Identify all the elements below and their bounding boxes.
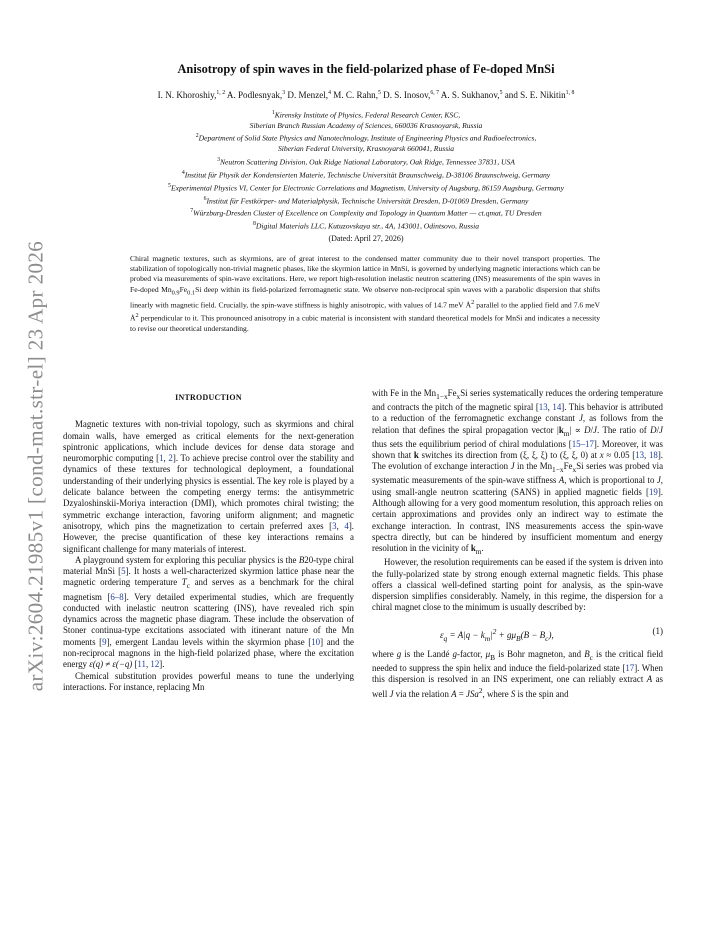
intro-paragraph-3-continued	[372, 388, 663, 557]
intro-paragraph-1	[63, 419, 354, 555]
math-italic: A	[558, 475, 565, 486]
text-run: , which is proportional to	[564, 475, 657, 486]
citation-link[interactable]: 13	[538, 402, 548, 413]
text-run: ] and the non-reciprocal magnons in the high-field polarized phase, where the excitation energy	[63, 636, 354, 670]
equation-number: (1)	[652, 625, 663, 636]
text-run: Si series systematically reduces the ordering temperature and contracts the pitch of the magnetic spiral [	[372, 388, 663, 413]
citation-link[interactable]: 9	[102, 636, 107, 647]
text-run: /	[656, 424, 660, 435]
text-run: as well	[372, 674, 663, 700]
text-run: and serves as a benchmark for the chiral magnetism [	[63, 577, 354, 602]
text-run: thus sets the equilibrium period of chiral modulations [	[372, 438, 572, 449]
eq-sub: B	[516, 633, 521, 643]
abstract-subscript: 0.1	[187, 289, 196, 297]
math-subscript: x	[456, 391, 461, 401]
text-run: /	[590, 424, 594, 435]
text-run: Chemical substitution provides powerful means to tune the underlying interactions. For instance, replacing Mn	[63, 670, 354, 692]
math-italic: S	[510, 689, 516, 700]
math-italic: B	[584, 648, 590, 659]
text-run: ≈ 0.05 [	[603, 450, 636, 461]
text-run: is the Landé	[401, 648, 453, 659]
text-run: Magnetic textures with non-trivial topology, such as skyrmions and chiral domain walls, have emerged as critical elements for the next-generation spintronic applications, which include devices for dense data storage and neuromorphic computing [	[63, 419, 354, 464]
math-subscript: c	[589, 652, 593, 662]
author-name: and S. E. Nikitin	[504, 90, 566, 101]
affiliation-line	[66, 121, 666, 131]
author	[441, 90, 503, 100]
text-run: ,	[336, 520, 345, 531]
citation-link[interactable]: 2	[168, 453, 173, 464]
text-run: 20-type chiral material MnSi [	[63, 554, 354, 577]
citation-link[interactable]: 1	[159, 453, 164, 464]
text-run: A playground system for exploring this peculiar physics is the	[75, 554, 299, 565]
text-run: ], emergent Landau levels within the skyrmion phase [	[106, 636, 312, 647]
author-affiliation-marker: 6, 7	[430, 90, 440, 96]
citation-link[interactable]: 13	[635, 450, 645, 461]
intro-paragraph-5	[372, 649, 663, 701]
equation-1	[372, 621, 663, 643]
math-italic: JSa	[466, 689, 479, 700]
affiliation-text: Institut für Festkörper- und Materialphysik, Technische Universität Dresden, D-01069 Dresden, Germany	[206, 196, 529, 206]
author	[227, 90, 285, 100]
eq-sub: m	[484, 633, 491, 643]
author	[333, 90, 381, 100]
author-name: I. N. Khoroshiy,	[157, 90, 217, 101]
math-inline: ε(q) ≠ ε(−q)	[89, 659, 133, 670]
eq-part: ),	[548, 629, 554, 640]
affiliation-line	[66, 131, 666, 144]
eq-part: ε	[440, 629, 444, 640]
eq-part: (B − B	[520, 629, 546, 640]
author-affiliation-marker: 1, 2	[216, 90, 226, 96]
math-subscript: x	[572, 465, 577, 475]
abstract	[130, 254, 600, 334]
affiliation-line	[66, 181, 666, 194]
left-column	[63, 388, 354, 693]
affiliation-text: Würzburg-Dresden Cluster of Excellence on Complexity and Topology in Quantum Matter — ct.qmat, TU Dresden	[193, 208, 542, 218]
affiliation-marker: 3	[217, 156, 220, 163]
eq-part: + gμ	[496, 629, 516, 640]
affiliation-text: Siberian Federal University, Krasnoyarsk 660041, Russia	[277, 144, 455, 154]
math-bold: k	[558, 424, 564, 435]
text-run: ]. Very detailed experimental studies, which are frequently conducted with inelastic neutron scattering (INS), have revealed rich spin dynamics across the magnetic phase diagram. These include the observation of Stoner continua-type excitations associated with itinerant nature of the Mn moments [	[63, 591, 354, 647]
text-run: . The ratio of	[596, 424, 651, 435]
math-italic: J	[389, 689, 394, 700]
right-column	[372, 388, 663, 701]
eq-sup: 2	[492, 626, 497, 636]
math-italic: J	[510, 461, 515, 472]
math-italic: D	[650, 424, 657, 435]
math-italic: g	[452, 648, 457, 659]
author-name: A. S. Sukhanov,	[440, 90, 500, 101]
affiliation-marker: 7	[190, 208, 194, 215]
affiliation-marker: 2	[195, 133, 199, 140]
citation-link[interactable]: 10	[311, 636, 321, 647]
abstract-superscript: 2	[135, 312, 139, 320]
affiliation-marker: 5	[168, 182, 171, 189]
affiliation-line	[66, 168, 666, 181]
equation-body	[440, 626, 554, 644]
text-run: ,	[644, 450, 649, 461]
math-italic: g	[396, 648, 402, 659]
math-subscript: 1−x	[436, 391, 448, 401]
text-run: ,	[145, 659, 151, 670]
math-subscript: B	[490, 652, 496, 662]
citation-link[interactable]: 18	[648, 450, 658, 461]
abstract-text: perpendicular to it. This pronounced anisotropy in a cubic material is inconsistent with standard theoretical models for MnSi and indicates a necessity to revise our theoretical understanding.	[130, 313, 600, 333]
citation-link[interactable]: 3	[332, 520, 337, 531]
citation-link[interactable]: 17	[625, 662, 635, 673]
citation-link[interactable]: 15–17	[571, 438, 594, 449]
text-run: ]. However, the precise quantification of these key interactions remains a significant challenge for many materials of interest.	[63, 520, 354, 554]
text-run: via the relation	[393, 689, 452, 700]
intro-paragraph-3	[63, 671, 354, 694]
math-subscript: c	[186, 581, 191, 591]
author-name: D. S. Inosov,	[383, 90, 431, 101]
author-affiliation-marker: 5	[499, 90, 503, 96]
affiliation-line	[66, 144, 666, 154]
text-run: However, the resolution requirements can be eased if the system is driven into the fully-polarized state by strong enough external magnetic fields. This phase offers a classical well-defined starting point for analysis, as the spin-wave dispersion simplifies considerably. Namely, in this regime, the dispersion for a chiral magnet close to the minimum is usually described by:	[372, 557, 663, 613]
affiliation-list	[66, 108, 666, 232]
text-run: in the Mn	[514, 461, 553, 472]
abstract-text: Fe	[179, 284, 188, 294]
author-name: A. Podlesnyak,	[226, 90, 283, 101]
math-subscript: m	[475, 546, 482, 556]
text-run: [	[132, 659, 138, 670]
text-run: , using small-angle neutron scattering (SANS) in applied magnetic fields [	[372, 475, 663, 497]
arxiv-sidebar	[0, 0, 62, 932]
citation-link[interactable]: 19	[648, 486, 658, 497]
author-list	[66, 90, 666, 100]
intro-paragraph-4	[372, 557, 663, 613]
text-run: -factor,	[456, 648, 486, 659]
text-run: .	[481, 543, 484, 554]
text-run: is Bohr magneton, and	[495, 648, 585, 659]
math-italic: J	[578, 413, 583, 424]
intro-paragraph-2	[63, 555, 354, 671]
math-italic: A	[451, 689, 457, 700]
text-run: ]. The evolution of exchange interaction	[372, 450, 664, 472]
affiliation-text: Experimental Physics VI, Center for Electronic Correlations and Magnetism, University of Augsburg, 86159 Augsburg, Germany	[170, 183, 564, 193]
affiliation-text: Institut für Physik der Kondensierten Materie, Technische Universität Braunschweig, D-38106 Braunschweig, Germany	[184, 170, 551, 180]
citation-link[interactable]: 14	[552, 402, 562, 413]
text-run: ]. It hosts a well-characterized skyrmion lattice phase near the magnetic ordering temperature	[63, 566, 354, 588]
affiliation-line	[66, 155, 666, 168]
text-run: where	[372, 648, 397, 659]
affiliation-marker: 1	[271, 110, 275, 116]
text-run: Fe	[447, 388, 457, 398]
affiliation-text: Department of Solid State Physics and Nanotechnology, Institute of Engineering Physics and Radioelectronics,	[198, 133, 537, 143]
text-run: is the spin and	[515, 689, 569, 700]
math-bold: k	[413, 450, 419, 461]
text-run: ]. Although allowing for a very good momentum resolution, this approach relies on certain approximations and provides only an indirect way to estimate the exchange interaction. In contrast, INS measurements access the spin-wave spectra directly, but can be hindered by insufficient momentum and energy resolution in the vicinity of	[372, 486, 663, 554]
affiliation-text: Digital Materials LLC, Kutuzovskaya str., 4A, 143001, Odintsovo, Russia	[255, 221, 480, 231]
affiliation-line	[66, 108, 666, 121]
affiliation-text: Kirensky Institute of Physics, Federal Research Center, KSC,	[274, 110, 461, 120]
abstract-text: Si deep within its field-polarized ferromagnetic state. We observe non-reciprocal spin waves with a parabolic dispersion that shifts linearly with magnetic field. Crucially, the spin-wave stiffness is highly anisotropic, with values of 14.7 meV Å	[130, 284, 600, 310]
text-run: ]. This behavior is attributed to a reduction of the ferromagnetic exchange constant	[372, 402, 663, 424]
citation-link[interactable]: 12	[150, 659, 160, 670]
eq-part: = A|q − k	[447, 629, 485, 640]
affiliation-text: Neutron Scattering Division, Oak Ridge National Laboratory, Oak Ridge, Tennessee 37831, USA	[219, 157, 515, 167]
author	[287, 90, 331, 100]
text-run: =	[456, 689, 466, 700]
math-italic: A	[646, 674, 653, 685]
text-run: ]. Moreover, it was shown that	[372, 438, 664, 461]
paper-title: Anisotropy of spin waves in the field-polarized phase of Fe-doped MnSi	[177, 62, 555, 76]
text-run: , where	[482, 689, 511, 700]
author	[505, 90, 575, 100]
affiliation-marker: 8	[252, 221, 256, 228]
author-name: M. C. Rahn,	[333, 90, 378, 101]
text-run: ]. To achieve precise control over the stability and dynamics of these textures for technological deployment, a foundational understanding of their underlying physics is essential. The key role is played by a delicate balance between the competing energy terms: the antisymmetric Dzyaloshinskii-Moriya interaction (DMI), which promotes chiral twisting; the symmetric exchange interaction, favoring uniform alignment; and magnetic anisotropy, which pins the magnetization to certain preferred axes [	[63, 453, 354, 531]
affiliation-line	[66, 194, 666, 207]
math-bold: k	[470, 543, 476, 554]
math-italic: T	[181, 577, 187, 588]
math-superscript: 2	[478, 686, 483, 696]
affiliation-text: Siberian Branch Russian Academy of Sciences, 660036 Krasnoyarsk, Russia	[249, 120, 483, 130]
math-italic: D	[584, 424, 591, 435]
affiliation-line	[66, 219, 666, 232]
math-subscript: 1−x	[552, 465, 564, 475]
math-italic: μ	[485, 648, 491, 659]
text-run: switches its direction from (ξ, ξ, ξ) to (ξ, ξ, 0) at	[418, 450, 600, 461]
math-italic: J	[656, 475, 661, 486]
citation-link[interactable]: 6–8	[110, 591, 124, 602]
text-run: Si series was probed via systematic measurements of the spin-wave stiffness	[372, 461, 664, 486]
author-affiliation-marker: 3	[282, 90, 286, 96]
affiliation-marker: 6	[203, 195, 207, 202]
math-italic: J	[593, 424, 597, 435]
affiliation-marker: 4	[181, 169, 185, 176]
affiliation-line	[66, 206, 666, 219]
section-heading-introduction: INTRODUCTION	[175, 393, 242, 402]
math-subscript: m	[563, 428, 570, 438]
date-line: (Dated: April 27, 2026)	[328, 234, 404, 243]
text-run: ]. When this dispersion is resolved in an INS experiment, one can reliably extract	[372, 662, 663, 685]
text-run: | ∝	[569, 424, 585, 435]
math-italic: J	[659, 424, 663, 435]
author	[158, 90, 225, 100]
abstract-superscript: 2	[471, 299, 475, 307]
author-affiliation-marker: 1, 8	[565, 90, 575, 96]
author	[383, 90, 439, 100]
abstract-text: parallel to the applied field and 7.6 meV Å	[130, 300, 600, 323]
author-name: D. Menzel,	[287, 90, 329, 101]
abstract-subscript: 0.9	[171, 289, 180, 297]
citation-link[interactable]: 4	[344, 520, 349, 531]
eq-part: |	[490, 629, 493, 640]
author-affiliation-marker: 4	[328, 90, 331, 96]
math-italic: B	[298, 554, 305, 565]
eq-sub: q	[443, 633, 448, 643]
arxiv-identifier: arXiv:2604.21985v1 [cond-mat.str-el] 23 Apr 2026	[23, 240, 48, 692]
citation-link[interactable]: 11	[137, 659, 146, 670]
text-run: is the critical field needed to suppress the spin helix and induce the field-polarized state [	[372, 648, 663, 673]
text-run: Fe	[563, 461, 573, 472]
text-run: ].	[159, 659, 165, 670]
text-run: with Fe in the Mn	[372, 388, 437, 398]
eq-sub: c	[545, 633, 549, 643]
text-run: ,	[163, 453, 169, 464]
author-affiliation-marker: 5	[377, 90, 381, 96]
math-italic: x	[599, 450, 604, 461]
text-run: ,	[547, 402, 553, 413]
abstract-text: Chiral magnetic textures, such as skyrmions, are of great interest to the condensed matter community due to their novel transport properties. The stabilization of topologically non-trivial magnetic phases, like the skyrmion lattice in MnSi, is governed by underlying magnetic interactions which can be probed via measurements of spin-wave excitations. Here, we report high-resolution inelastic neutron scattering (INS) measurements of the spin waves in Fe-doped Mn	[130, 254, 600, 294]
citation-link[interactable]: 5	[121, 566, 126, 577]
text-run: , as follows from the relation that defines the spiral propagation vector |	[372, 413, 663, 435]
